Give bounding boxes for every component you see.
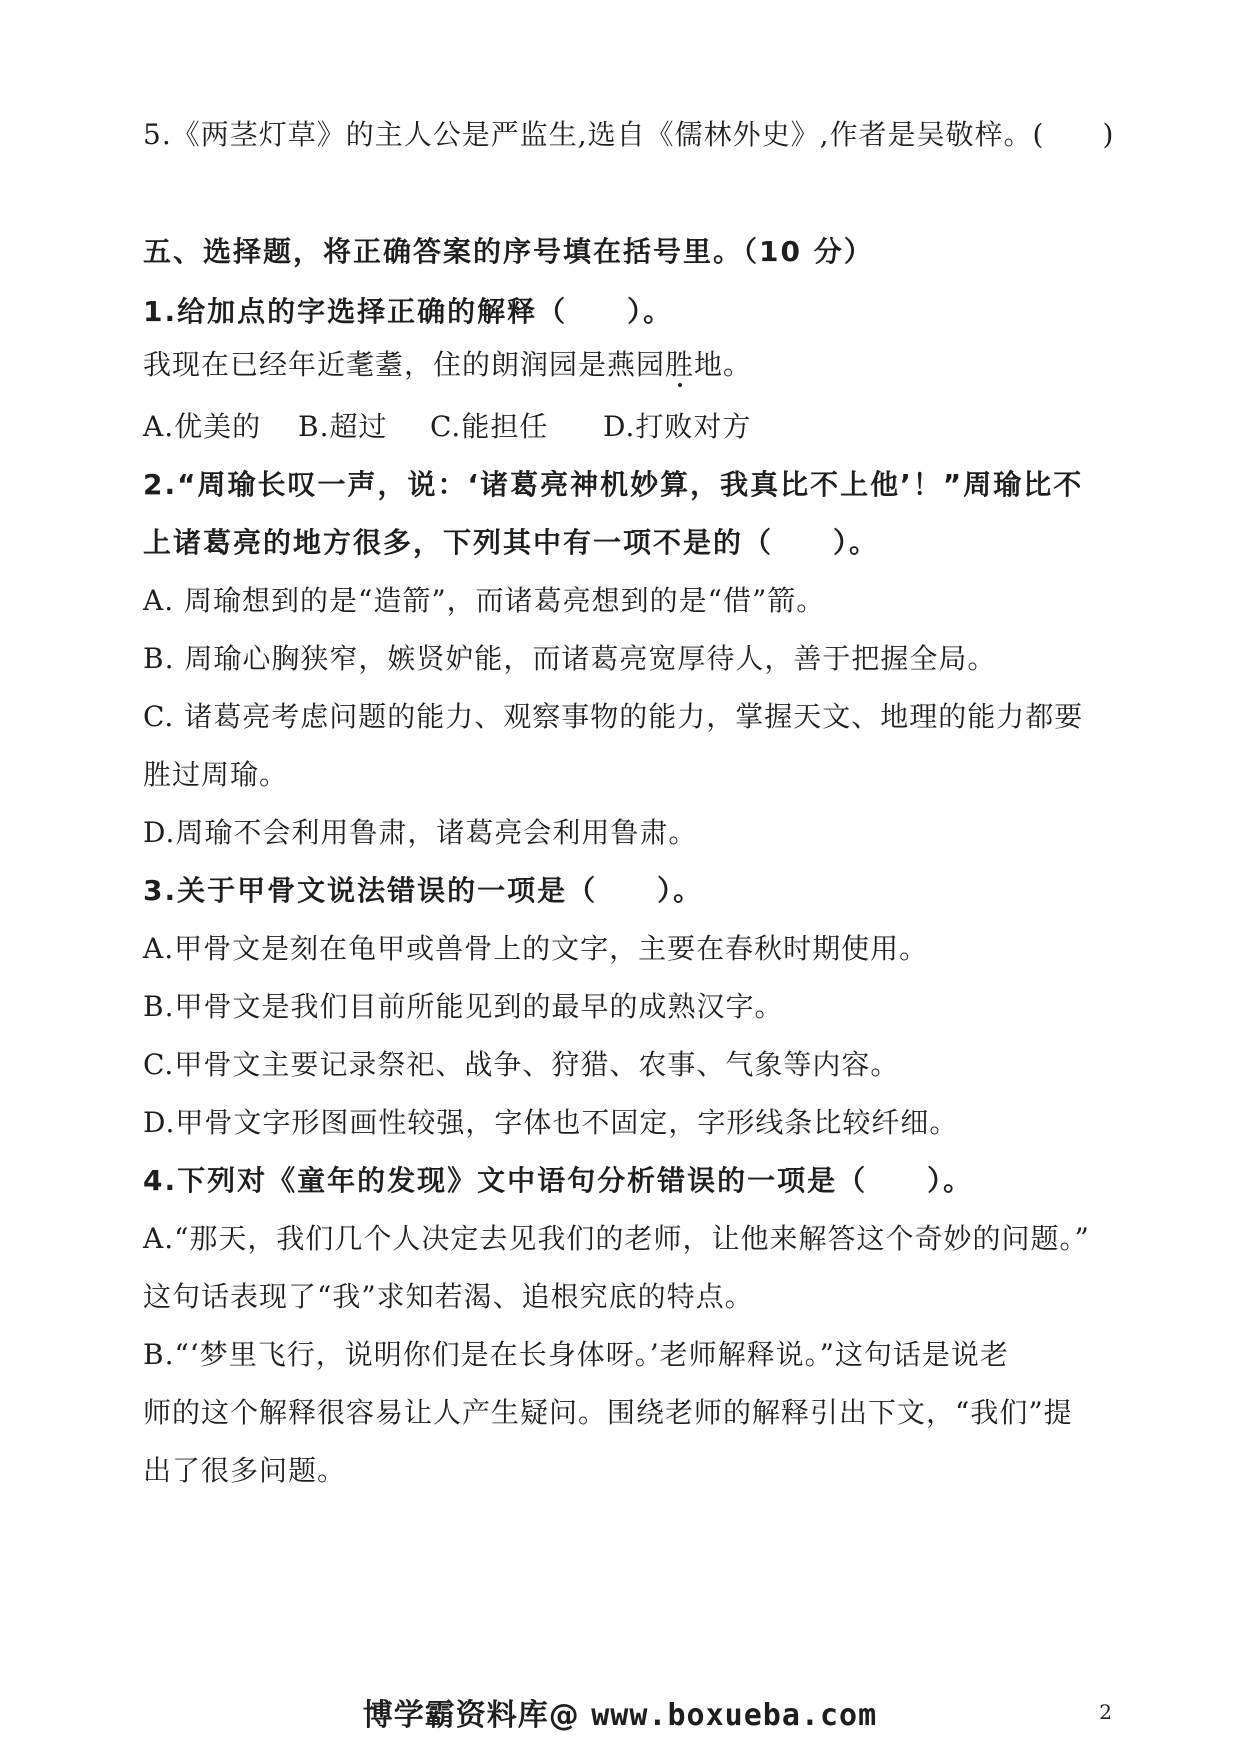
question-2-option-c-line-2: 胜过周瑜。 — [143, 758, 289, 791]
option-d: D.打败对方 — [603, 410, 752, 443]
question-3-option-d: D.甲骨文字形图画性较强，字体也不固定，字形线条比较纤细。 — [143, 1106, 959, 1139]
question-2-option-a: A. 周瑜想到的是“造箭”，而诸葛亮想到的是“借”箭。 — [143, 584, 826, 617]
option-b: B.超过 — [298, 410, 388, 443]
footer-source-label: 博学霸资料库@ — [362, 1698, 580, 1733]
question-1-stem: 1.给加点的字选择正确的解释（ ）。 — [143, 295, 674, 328]
question-1-options — [143, 407, 751, 447]
question-3-option-b: B.甲骨文是我们目前所能见到的最早的成熟汉字。 — [143, 990, 784, 1023]
question-2-option-c-line-1: C. 诸葛亮考虑问题的能力、观察事物的能力，掌握天文、地理的能力都要 — [143, 700, 1084, 733]
question-1-sentence — [143, 345, 752, 385]
sentence-text-end: 地。 — [694, 348, 753, 381]
question-2-option-b: B. 周瑜心胸狭窄，嫉贤妒能，而诸葛亮宽厚待人，善于把握全局。 — [143, 642, 997, 675]
question-3-stem: 3.关于甲骨文说法错误的一项是（ ）。 — [143, 874, 704, 907]
option-a: A.优美的 — [143, 410, 262, 443]
question-3-option-a: A.甲骨文是刻在龟甲或兽骨上的文字，主要在春秋时期使用。 — [143, 932, 929, 965]
question-4-option-a-line-1: A.“那天，我们几个人决定去见我们的老师，让他来解答这个奇妙的问题。” — [143, 1222, 1090, 1255]
footer-watermark — [0, 1690, 1240, 1734]
section-five-heading: 五、选择题，将正确答案的序号填在括号里。（10 分） — [143, 235, 874, 268]
question-2-stem-line-1: 2.“周瑜长叹一声，说：‘诸葛亮神机妙算，我真比不上他’！”周瑜比不 — [143, 468, 1084, 501]
sentence-text: 我现在已经年近耄耋，住的朗润园是燕园 — [143, 348, 666, 381]
page-number: 2 — [1099, 1700, 1112, 1724]
true-false-item-5: 5.《两茎灯草》的主人公是严监生,选自《儒林外史》,作者是吴敬梓。( ) — [143, 118, 1115, 151]
dotted-character: 胜 — [665, 348, 695, 381]
question-4-stem: 4.下列对《童年的发现》文中语句分析错误的一项是（ ）。 — [143, 1164, 974, 1197]
question-2-stem-line-2: 上诸葛亮的地方很多，下列其中有一项不是的（ ）。 — [143, 526, 880, 559]
question-4-option-b-line-3: 出了很多问题。 — [143, 1454, 347, 1487]
question-4-option-a-line-2: 这句话表现了“我”求知若渴、追根究底的特点。 — [143, 1280, 754, 1313]
footer-url: www.boxueba.com — [591, 1698, 878, 1733]
question-2-option-d: D.周瑜不会利用鲁肃，诸葛亮会利用鲁肃。 — [143, 816, 698, 849]
option-c: C.能担任 — [430, 410, 549, 443]
question-3-option-c: C.甲骨文主要记录祭祀、战争、狩猎、农事、气象等内容。 — [143, 1048, 900, 1081]
question-4-option-b-line-2: 师的这个解释很容易让人产生疑问。围绕老师的解释引出下文，“我们”提 — [143, 1396, 1073, 1429]
question-4-option-b-line-1: B.“‘梦里飞行，说明你们是在长身体呀。’老师解释说。”这句话是说老 — [143, 1338, 1009, 1371]
